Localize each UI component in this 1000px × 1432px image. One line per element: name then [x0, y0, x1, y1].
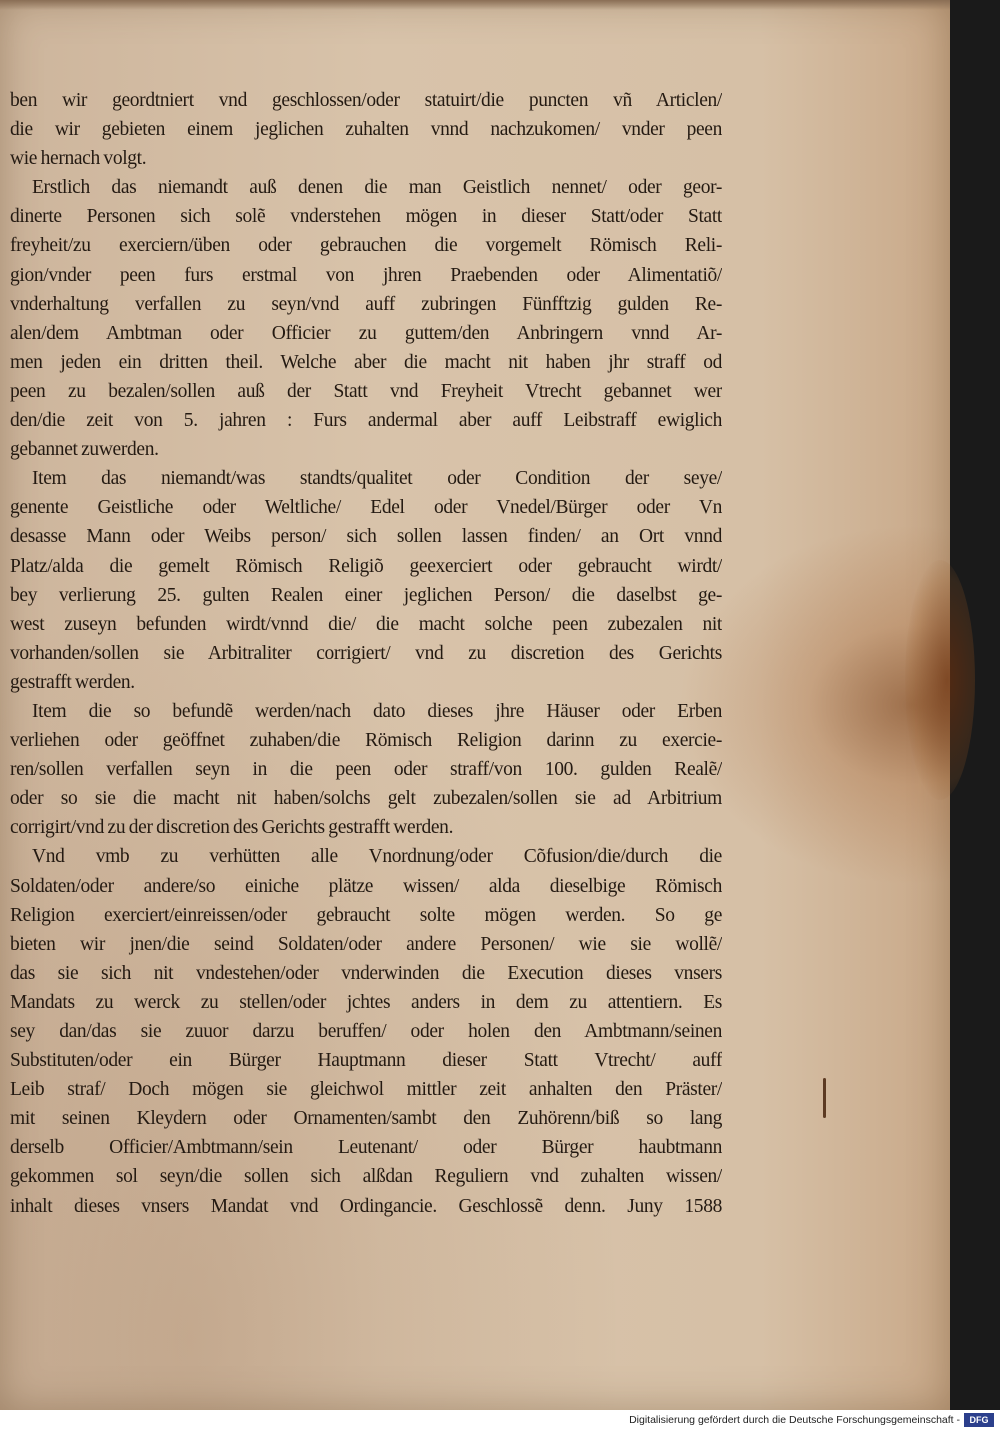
- text-line: Leib straf/ Doch mögen sie gleichwol mittler zeit anhalten den Präster/: [10, 1079, 722, 1101]
- text-line: mit seinen Kleydern oder Ornamenten/sambt den Zuhörenn/biß so lang: [10, 1108, 722, 1130]
- page-edge-shadow: [0, 0, 950, 10]
- text-line: men jeden ein dritten theil. Welche aber die macht nit haben jhr straff od: [10, 351, 722, 373]
- text-line: Platz/alda die gemelt Römisch Religiõ geexerciert oder gebraucht wirdt/: [10, 555, 722, 577]
- text-line: Religion exerciert/einreissen/oder gebraucht solte mögen werden. So ge: [10, 904, 722, 926]
- text-line: sey dan/das sie zuuor darzu beruffen/ oder holen den Ambtmann/seinen: [10, 1021, 722, 1042]
- text-line: bey verlierung 25. gulten Realen einer jeglichen Person/ die daselbst ge-: [10, 584, 722, 606]
- footer-bar: [0, 1410, 1000, 1432]
- document-text: [10, 86, 722, 1221]
- text-line: gion/vnder peen furs erstmal von jhren Praebenden oder Alimentatiõ/: [10, 264, 722, 286]
- text-line: die wir gebieten einem jeglichen zuhalten vnnd nachzukomen/ vnder peen: [10, 119, 722, 141]
- text-line: Item die so befundẽ werden/nach dato dieses jhre Häuser oder Erben: [32, 700, 722, 722]
- text-line: Substituten/oder ein Bürger Hauptmann dieser Statt Vtrecht/ auff: [10, 1050, 722, 1072]
- text-line: dinerte Personen sich solẽ vnderstehen mögen in dieser Statt/oder Statt: [10, 206, 722, 228]
- text-line: desasse Mann oder Weibs person/ sich sollen lassen finden/ an Ort vnnd: [10, 526, 722, 548]
- text-line: das sie sich nit vndestehen/oder vnderwinden die Execution dieses vnsers: [10, 962, 722, 984]
- text-line: vnderhaltung verfallen zu seyn/vnd auff zubringen Fünfftzig gulden Re-: [10, 293, 722, 315]
- text-line: Item das niemandt/was standts/qualitet oder Condition der seye/: [32, 468, 722, 490]
- text-line: freyheit/zu exerciern/üben oder gebrauchen die vorgemelt Römisch Reli-: [10, 235, 722, 257]
- text-line: derselb Officier/Ambtmann/sein Leutenant/ oder Bürger haubtmann: [10, 1137, 722, 1159]
- text-line: vorhanden/sollen sie Arbitraliter corrigiert/ vnd zu discretion des Gerichts: [10, 642, 722, 664]
- text-line: corrigirt/vnd zu der discretion des Gerichts gestrafft werden.: [10, 817, 454, 839]
- text-line: genente Geistliche oder Weltliche/ Edel oder Vnedel/Bürger oder Vn: [10, 497, 722, 519]
- text-line: inhalt dieses vnsers Mandat vnd Ordingancie. Geschlossẽ denn. Juny 1588: [10, 1195, 722, 1217]
- text-line: verliehen oder geöffnet zuhaben/die Römisch Religion darinn zu exercie-: [10, 730, 722, 752]
- text-line: wie hernach volgt.: [10, 148, 147, 170]
- text-line: west zuseyn befunden wirdt/vnnd die/ die macht solche peen zubezalen nit: [10, 613, 722, 635]
- text-line: ben wir geordtniert vnd geschlossen/oder statuirt/die puncten vñ Articlen/: [10, 90, 722, 111]
- text-line: gekommen sol seyn/die sollen sich alßdan Reguliern vnd zuhalten wissen/: [10, 1166, 722, 1188]
- text-line: Mandats zu werck zu stellen/oder jchtes anders in dem zu attentiern. Es: [10, 991, 722, 1013]
- text-line: alen/dem Ambtman oder Officier zu guttem/den Anbringern vnnd Ar-: [10, 322, 722, 344]
- text-line: oder so sie die macht nit haben/solchs gelt zubezalen/sollen sie ad Arbitrium: [10, 788, 722, 810]
- text-line: Vnd vmb zu verhütten alle Vnordnung/oder Cõfusion/die/durch die: [32, 846, 722, 868]
- text-line: gestrafft werden.: [10, 671, 135, 693]
- text-line: peen zu bezalen/sollen auß der Statt vnd Freyheit Vtrecht gebannet wer: [10, 380, 722, 402]
- margin-ink-mark: [823, 1078, 826, 1118]
- text-line: gebannet zuwerden.: [10, 439, 159, 461]
- text-line: Erstlich das niemandt auß denen die man Geistlich nennet/ oder geor-: [32, 177, 722, 199]
- dfg-logo-icon: DFG: [964, 1413, 994, 1427]
- text-line: Soldaten/oder andere/so einiche plätze wissen/ alda dieselbige Römisch: [10, 875, 722, 897]
- text-line: bieten wir jnen/die seind Soldaten/oder andere Personen/ wie sie wollẽ/: [10, 933, 722, 955]
- water-stain: [905, 560, 975, 800]
- text-line: ren/sollen verfallen seyn in die peen oder straff/von 100. gulden Realẽ/: [10, 759, 722, 781]
- text-line: den/die zeit von 5. jahren : Furs andermal aber auff Leibstraff ewiglich: [10, 410, 722, 432]
- funding-credit: Digitalisierung gefördert durch die Deutsche Forschungsgemeinschaft -: [629, 1414, 960, 1426]
